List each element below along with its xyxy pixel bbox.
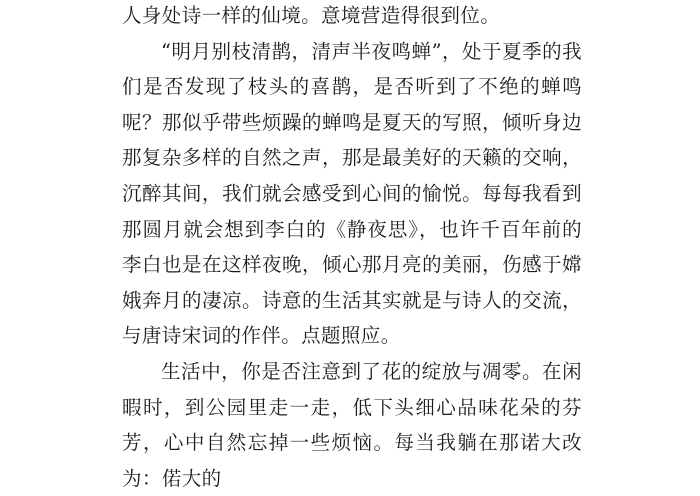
paragraph-1: 人身处诗一样的仙境。意境营造得很到位。 [122,4,501,27]
document-text-body [122,0,582,496]
paragraph-2: “明月别枝清鹊，清声半夜鸣蝉”，处于夏季的我们是否发现了枝头的喜鹊，是否听到了不绝的蝉鸣呢？那似乎带些烦躁的蝉鸣是夏天的写照，倾听身边那复杂多样的自然之声，那是最美好的天籁的交响，沉醉其间，我们就会感受到心间的愉悦。每每我看到那圆月就会想到李白的《静夜思》，也许千百年前的李白也是在这样夜晚，倾心那月亮的美丽，伤感于嫦娥奔月的凄凉。诗意的生活其实就是与诗人的交流，与唐诗宋词的作伴。点题照应。 [122,39,582,348]
paragraph-3: 生活中，你是否注意到了花的绽放与凋零。在闲暇时，到公园里走一走，低下头细心品味花朵的芬芳，心中自然忘掉一些烦恼。每当我躺在那诺大改为：偌大的 [122,359,582,490]
